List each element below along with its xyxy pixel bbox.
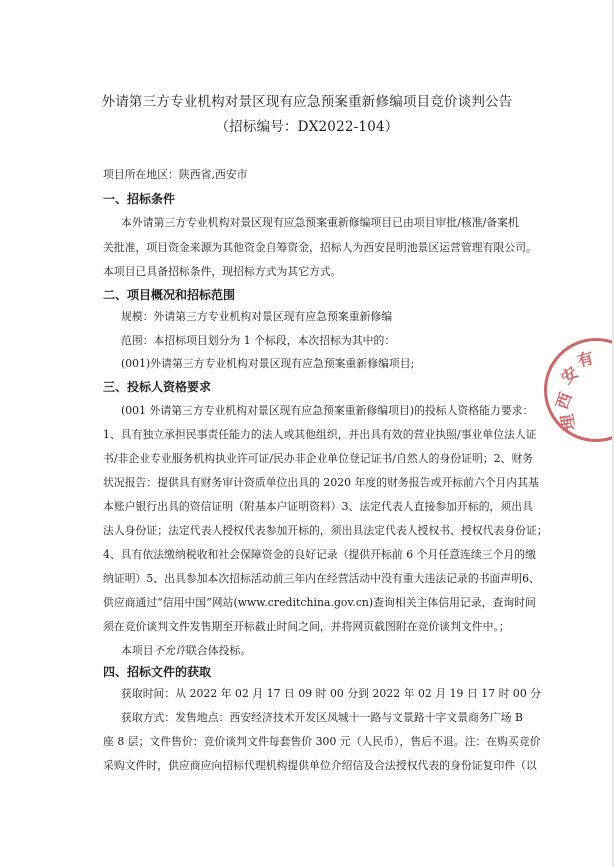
paragraph-line: 座 8 层；文件售价：竞价谈判文件每套售价 300 元（人民币），售后不退。注：在购买竞价 <box>103 735 541 748</box>
consortium-note-emphasis: 不允许 <box>153 644 187 657</box>
section-4-heading: 四、招标文件的获取 <box>103 665 212 679</box>
consortium-note-prefix: 本项目 <box>121 644 154 657</box>
document-title: 外请第三方专业机构对景区现有应急预案重新修编项目竞价谈判公告 <box>101 94 513 110</box>
stamp-char: 西 <box>552 390 576 412</box>
paragraph-line: 本外请第三方专业机构对景区现有应急预案重新修编项目已由项目审批/核准/备案机 <box>121 216 519 229</box>
project-location: 项目所在地区：陕西省,西安市 <box>103 168 248 181</box>
paragraph-line: (001)外请第三方专业机构对景区现有应急预案重新修编项目; <box>121 357 415 370</box>
section-1-heading: 一、招标条件 <box>103 192 176 206</box>
consortium-note-suffix: 联合体投标。 <box>186 644 252 657</box>
stamp-char: 理 <box>557 412 579 432</box>
paragraph-line: 法人身份证；法定代表人授权代表参加开标的，须出具法定代表人授权书、授权代表身份证； <box>103 524 548 537</box>
official-seal-stamp <box>544 338 614 442</box>
paragraph-line: (001 外请第三方专业机构对景区现有应急预案重新修编项目)的投标人资格能力要求： <box>121 404 534 417</box>
paragraph-line: 供应商通过“信用中国”网站(www.creditchina.gov.cn)查询相关主体信用记录，查询时间 <box>103 596 536 609</box>
paragraph-line: 纳证明）5、出具参加本次招标活动前三年内在经营活动中没有重大违法记录的书面声明6、 <box>103 572 540 585</box>
paragraph-line: 本项目已具备招标条件，现招标方式为其它方式。 <box>103 265 342 278</box>
paragraph-line: 规模：外请第三方专业机构对景区现有应急预案重新修编 <box>121 310 393 323</box>
paragraph-line: 关批准，项目资金来源为其他资金自筹资金，招标人为西安昆明池景区运营管理有限公司。 <box>103 241 537 254</box>
consortium-note <box>121 643 251 658</box>
paragraph-line: 获取时间：从 2022 年 02 月 17 日 09 时 00 分到 2022 年 02 月 19 日 17 时 00 分 <box>121 687 542 700</box>
paragraph-line: 须在竞价谈判文件发售期至开标截止时间之间，并将网页截图附在竞价谈判文件中。； <box>103 620 510 633</box>
section-2-heading: 二、项目概况和招标范围 <box>103 288 236 302</box>
paragraph-line: 书/非企业专业服务机构执业许可证/民办非企业单位登记证书/自然人的身份证明；2、财务 <box>103 452 534 465</box>
tender-code: （招标编号：DX2022-104） <box>215 119 399 135</box>
paragraph-line: 获取方式：发售地点：西安经济技术开发区凤城十一路与文景路十字文景商务广场 B <box>121 711 523 724</box>
paragraph-line: 4、具有依法缴纳税收和社会保障资金的良好记录（提供开标前 6 个月任意连续三个月的缴 <box>103 548 536 561</box>
stamp-char: 有 <box>575 348 596 371</box>
paragraph-line: 状况报告：提供具有财务审计资质单位出具的 2020 年度的财务报告或开标前六个月内其基 <box>103 476 539 489</box>
section-3-heading: 三、投标人资格要求 <box>103 380 212 394</box>
stamp-char: 安 <box>557 362 582 388</box>
paragraph-line: 采购文件时，供应商应向招标代理机构提供单位介绍信及合法授权代表的身份证复印件（以 <box>103 759 537 772</box>
paragraph-line: 本账户银行出具的资信证明（附基本户证明资料）3、法定代表人直接参加开标的，须出具 <box>103 500 533 513</box>
paragraph-line: 范围：本招标项目划分为 1 个标段，本次招标为其中的： <box>121 334 396 347</box>
paragraph-line: 1、具有独立承担民事责任能力的法人或其他组织，并出具有效的营业执照/事业单位法人证 <box>103 428 537 441</box>
